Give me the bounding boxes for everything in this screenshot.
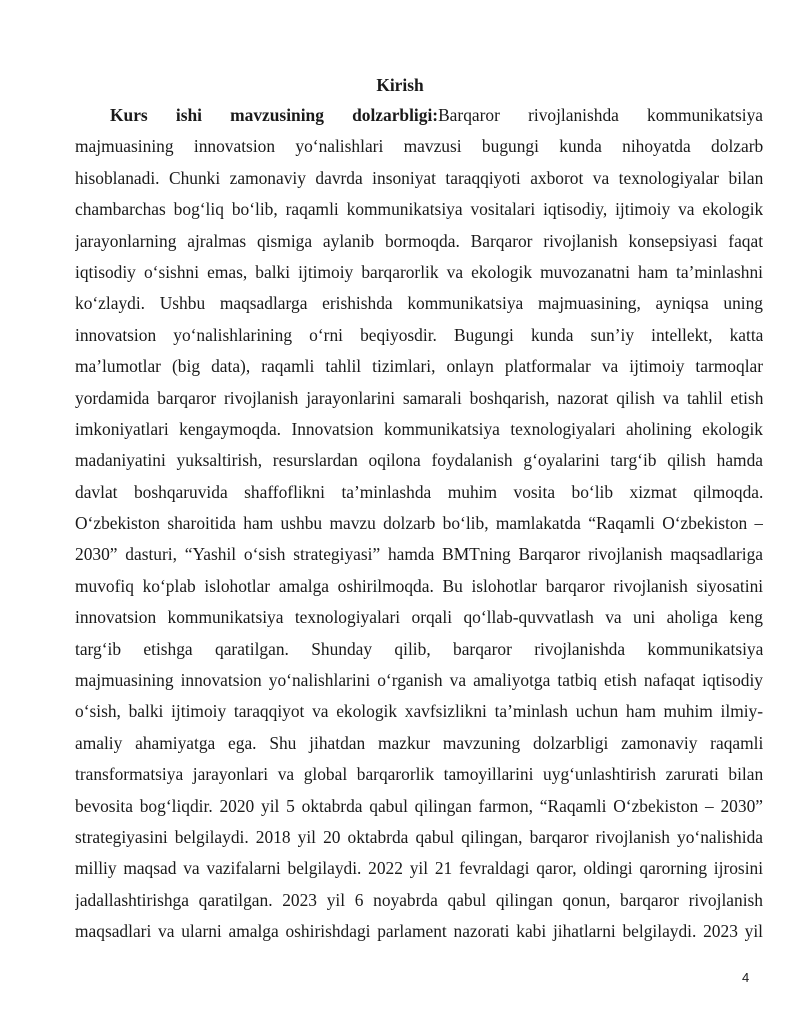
paragraph-line: jarayonlarning ajralmas qismiga aylanib bormoqda. Barqaror rivojlanish konsepsiyasi faqat (75, 230, 763, 251)
paragraph-line: transformatsiya jarayonlari va global barqarorlik tamoyillarini uyg‘unlashtirish zarurati bilan (75, 764, 763, 785)
paragraph-line: iqtisodiy o‘sishni emas, balki ijtimoiy barqarorlik va ekologik muvozanatni ham ta’minlashni (75, 261, 763, 282)
paragraph-line: innovatsion kommunikatsiya texnologiyalari orqali qo‘llab-quvvatlash va uni aholiga keng (75, 607, 763, 628)
line-text: Barqaror rivojlanishda kommunikatsiya (438, 105, 763, 125)
paragraph-line: muvofiq ko‘plab islohotlar amalga oshirilmoqda. Bu islohotlar barqaror rivojlanish siyosatini (75, 575, 763, 596)
paragraph-line: imkoniyatlari kengaymoqda. Innovatsion kommunikatsiya texnologiyalari aholining ekologik (75, 418, 763, 439)
paragraph-line: madaniyatini yuksaltirish, resurslardan oqilona foydalanish g‘oyalarini targ‘ib qilish hamda (75, 450, 763, 471)
paragraph-line: majmuasining innovatsion yo‘nalishlarini o‘rganish va amaliyotga tatbiq etish nafaqat iqtisodiy (75, 670, 763, 691)
paragraph-line: bevosita bog‘liqdir. 2020 yil 5 oktabrda qabul qilingan farmon, “Raqamli O‘zbekiston – 2030” (75, 795, 763, 816)
lead-bold-phrase: Kurs ishi mavzusining dolzarbligi: (110, 105, 439, 125)
paragraph-line: maqsadlari va ularni amalga oshirishdagi parlament nazorati kabi jihatlarni belgilaydi. 2023 yil (75, 921, 763, 942)
body-text (75, 100, 763, 948)
paragraph-line (75, 100, 763, 131)
paragraph-line: hisoblanadi. Chunki zamonaviy davrda insoniyat taraqqiyoti axborot va texnologiyalar bilan (75, 167, 763, 188)
paragraph-line: chambarchas bog‘liq bo‘lib, raqamli kommunikatsiya vositalari iqtisodiy, ijtimoiy va ekologik (75, 199, 763, 220)
paragraph-line: majmuasining innovatsion yo‘nalishlari mavzusi bugungi kunda nihoyatda dolzarb (75, 136, 763, 157)
paragraph-line: innovatsion yo‘nalishlarining o‘rni beqiyosdir. Bugungi kunda sun’iy intellekt, katta (75, 324, 763, 345)
section-heading: Kirish (376, 75, 424, 95)
paragraph-line: ko‘zlaydi. Ushbu maqsadlarga erishishda kommunikatsiya majmuasining, ayniqsa uning (75, 293, 763, 314)
paragraph-line: jadallashtirishga qaratilgan. 2023 yil 6 noyabrda qabul qilingan qonun, barqaror rivojlanish (75, 889, 763, 910)
paragraph-line: milliy maqsad va vazifalarni belgilaydi. 2022 yil 21 fevraldagi qaror, oldingi qarorning ijrosini (75, 858, 763, 879)
paragraph-line: amaliy ahamiyatga ega. Shu jihatdan mazkur mavzuning dolzarbligi zamonaviy raqamli (75, 732, 763, 753)
paragraph-line: strategiyasini belgilaydi. 2018 yil 20 oktabrda qabul qilingan, barqaror rivojlanish yo‘nalishida (75, 826, 763, 847)
page-number: 4 (742, 970, 750, 985)
paragraph-line: davlat boshqaruvida shaffoflikni ta’minlashda muhim vosita bo‘lib xizmat qilmoqda. (75, 481, 763, 502)
paragraph-line: ma’lumotlar (big data), raqamli tahlil tizimlari, onlayn platformalar va ijtimoiy tarmoqlar (75, 356, 763, 377)
paragraph-line: targ‘ib etishga qaratilgan. Shunday qilib, barqaror rivojlanishda kommunikatsiya (75, 638, 763, 659)
paragraph-line: 2030” dasturi, “Yashil o‘sish strategiyasi” hamda BMTning Barqaror rivojlanish maqsadlariga (75, 544, 763, 565)
paragraph-line: yordamida barqaror rivojlanish jarayonlarini samarali boshqarish, nazorat qilish va tahlil etish (75, 387, 763, 408)
paragraph-line: o‘sish, balki ijtimoiy taraqqiyot va ekologik xavfsizlikni ta’minlash uchun ham muhim ilmiy- (75, 701, 763, 722)
paragraph-line: O‘zbekiston sharoitida ham ushbu mavzu dolzarb bo‘lib, mamlakatda “Raqamli O‘zbekiston – (75, 513, 763, 534)
